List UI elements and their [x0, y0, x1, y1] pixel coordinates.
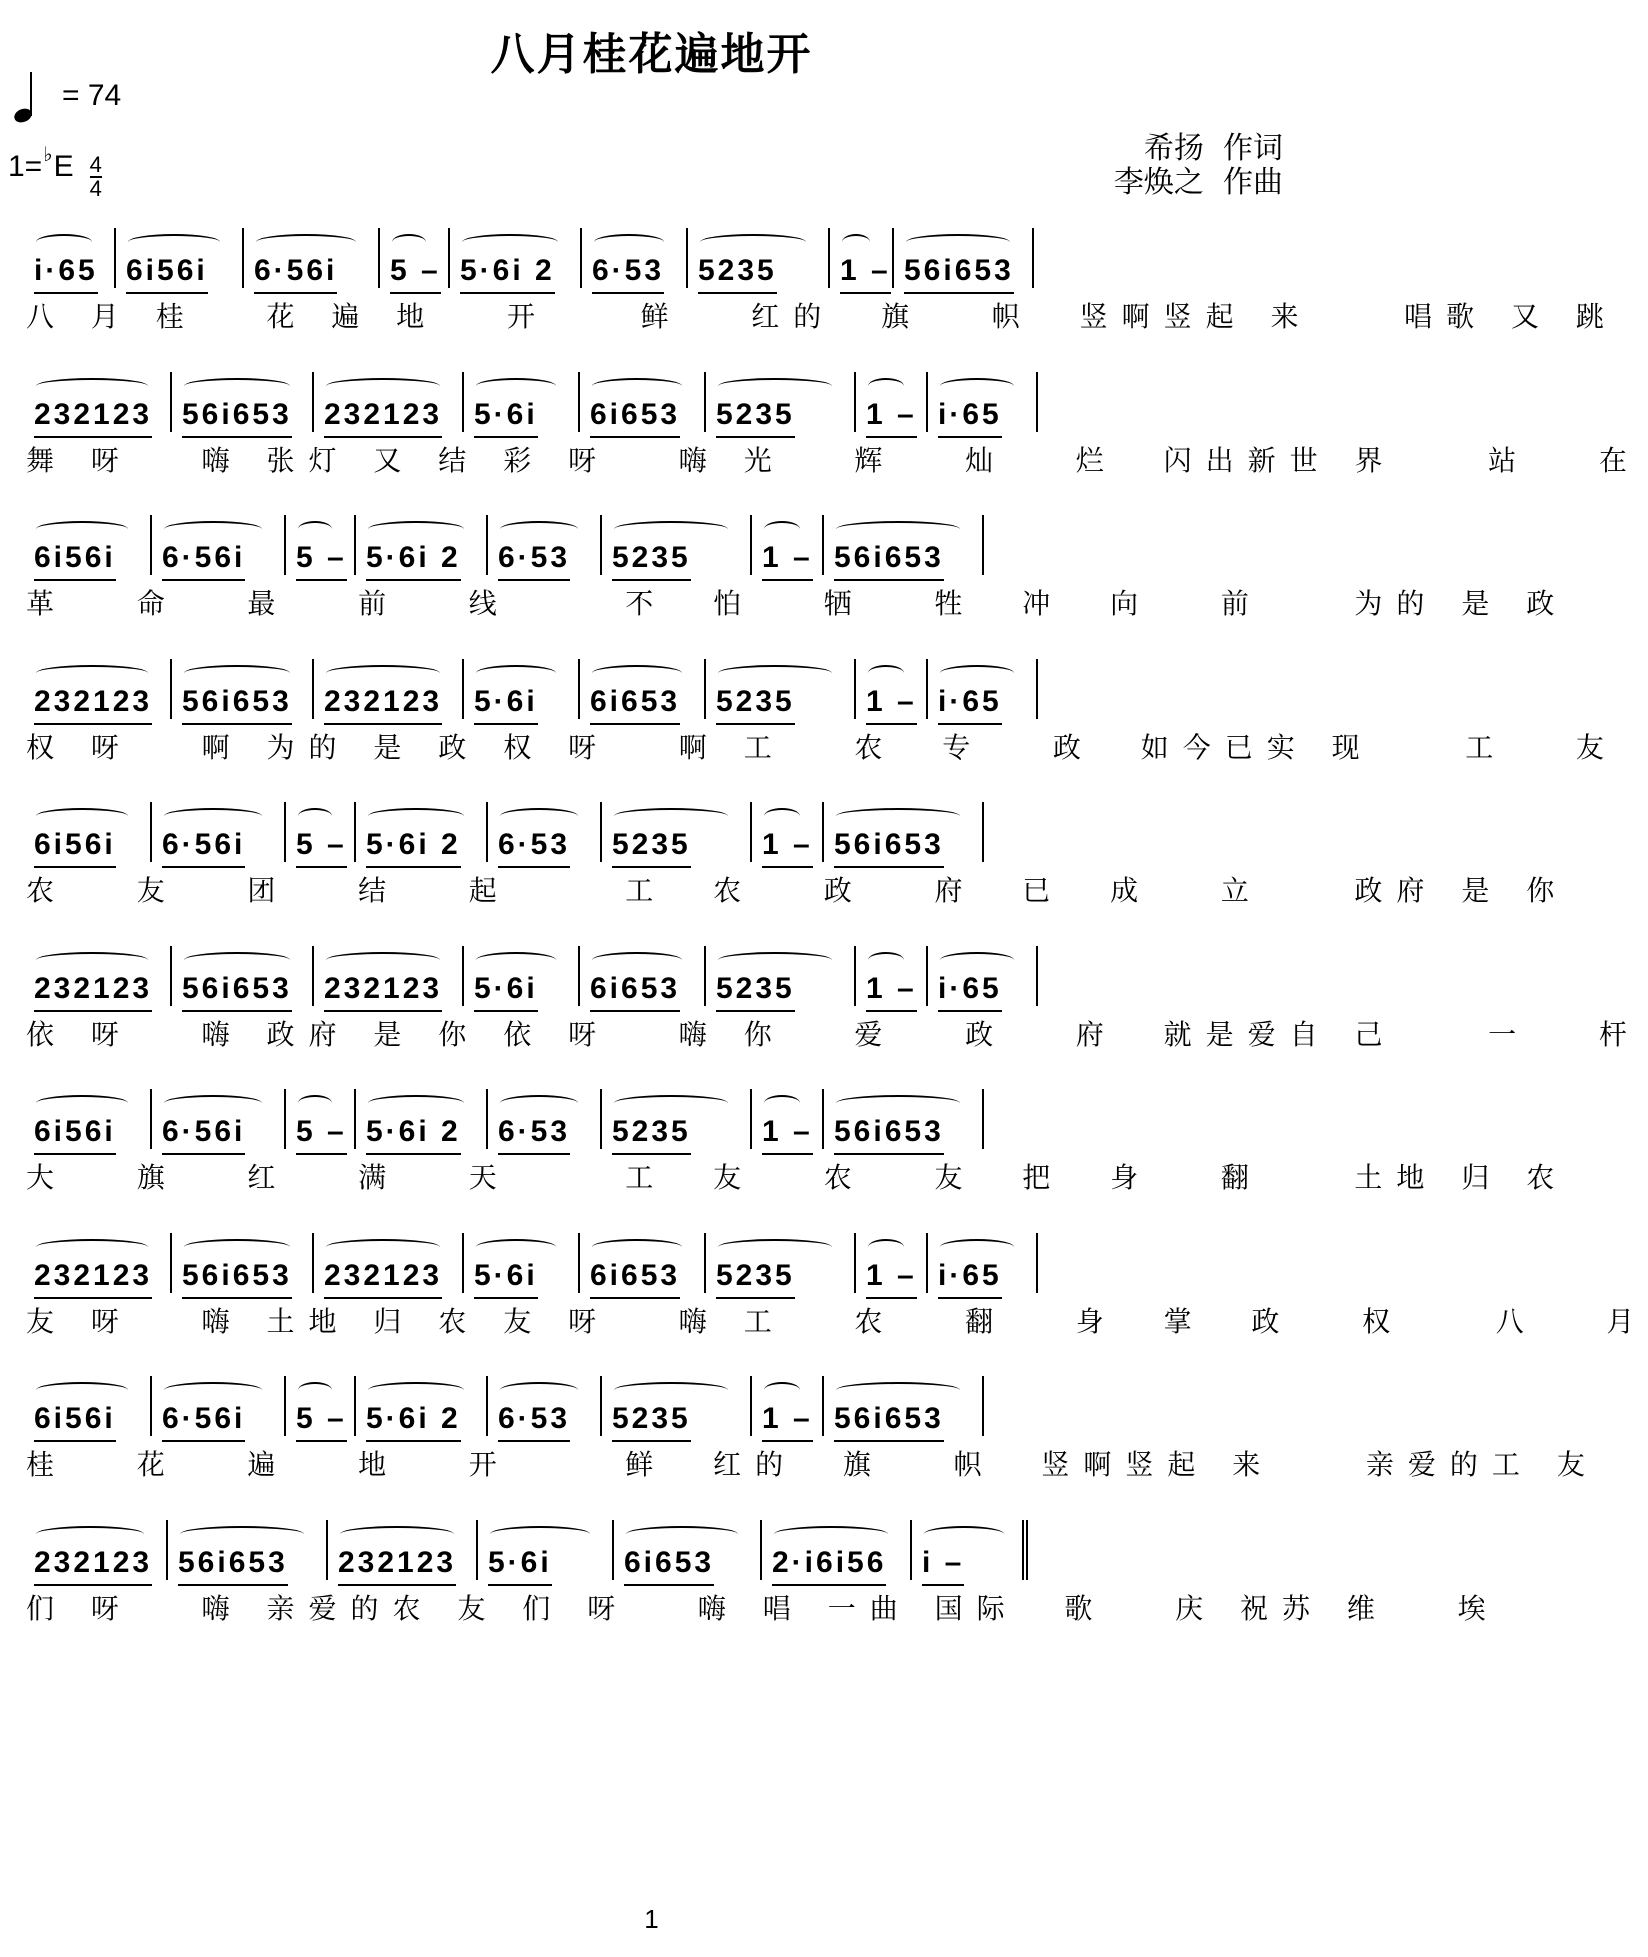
slur-mark	[626, 1526, 738, 1542]
slur-mark	[868, 378, 904, 394]
slur-mark	[298, 521, 332, 537]
composer: 李焕之 作曲	[1113, 165, 1283, 200]
slur-mark	[180, 1526, 304, 1542]
score-system	[24, 1233, 1648, 1377]
measure	[824, 802, 984, 862]
slur-mark	[36, 378, 148, 394]
slur-mark	[184, 665, 290, 681]
slur-mark	[368, 808, 464, 824]
measure	[464, 659, 580, 719]
measure-row	[24, 1376, 1294, 1436]
lyrics-text: 依 呀 嗨 政府 是 你 依 呀 嗨 你 爱 政 府 就是爱自 己 一 杆	[26, 1017, 1641, 1051]
slur-mark	[614, 808, 728, 824]
measure-notes: 6i653	[624, 1545, 715, 1579]
measure	[752, 515, 824, 575]
slur-mark	[164, 521, 262, 537]
slur-mark	[700, 234, 806, 250]
measure-notes: 2·i6i56	[772, 1545, 887, 1579]
slur-mark	[164, 1095, 262, 1111]
measure-notes: 5·6i 2	[366, 828, 461, 861]
lyrics-line	[26, 1149, 1569, 1203]
slur-mark	[326, 952, 440, 968]
lyrics-line	[26, 1580, 1500, 1634]
page-number: 1	[644, 1904, 659, 1934]
lyrics-line	[26, 575, 1569, 629]
measure	[928, 946, 1038, 1006]
measure-row	[24, 1520, 1294, 1580]
slur-mark	[836, 808, 960, 824]
measure	[24, 659, 172, 719]
slur-mark	[500, 521, 578, 537]
measure-notes: 232123	[338, 1545, 457, 1579]
lyrics-text: 农 友 团 结 起 工 农 政 府 已 成 立 政府 是 你	[26, 874, 1569, 907]
measure	[582, 228, 688, 288]
measure	[314, 659, 464, 719]
tempo-marking	[14, 70, 121, 122]
key-prefix: 1=	[8, 150, 43, 183]
measure	[24, 1233, 172, 1293]
measure	[152, 1089, 286, 1149]
measure	[912, 1520, 1028, 1580]
slur-mark	[718, 952, 832, 968]
measure	[488, 802, 602, 862]
measure	[488, 1089, 602, 1149]
measure-notes: 6i653	[590, 397, 681, 431]
slur-mark	[326, 378, 440, 394]
slur-mark	[368, 521, 464, 537]
key-signature	[8, 144, 102, 201]
measure-row	[24, 228, 1294, 288]
slur-mark	[836, 521, 960, 537]
measure	[752, 802, 824, 862]
measure-notes: 232123	[34, 684, 153, 718]
tempo-value: = 74	[62, 79, 122, 112]
measure	[928, 372, 1038, 432]
score-system	[24, 1089, 1569, 1233]
measure-notes: 6·56i	[162, 1402, 246, 1435]
slur-mark	[36, 234, 92, 250]
song-title: 八月桂花遍地开	[490, 29, 813, 80]
lyrics-text: 舞 呀 嗨 张灯 又 结 彩 呀 嗨 光 辉 灿 烂 闪出新世 界 站 在	[26, 443, 1641, 477]
measure-notes: 6i653	[590, 971, 681, 1005]
slur-mark	[836, 1382, 960, 1398]
measure-notes: 56i653	[834, 828, 944, 861]
time-signature-top: 4	[89, 152, 102, 177]
measure	[24, 1376, 152, 1436]
measure-notes: 1 –	[762, 828, 813, 861]
time-signature-bottom: 4	[89, 176, 102, 201]
measure	[478, 1520, 614, 1580]
measure	[752, 1376, 824, 1436]
slur-mark	[592, 952, 682, 968]
measure-notes: 5 –	[390, 254, 441, 287]
slur-mark	[36, 808, 128, 824]
measure-notes: 1 –	[866, 684, 917, 718]
slur-mark	[36, 1095, 128, 1111]
quarter-note-icon	[14, 70, 40, 122]
measure-notes: 6·53	[498, 541, 571, 574]
measure-notes: 56i653	[182, 397, 292, 431]
slur-mark	[164, 1382, 262, 1398]
slur-mark	[906, 234, 1010, 250]
slur-mark	[128, 234, 220, 250]
slur-mark	[868, 665, 904, 681]
lyrics-text: 权 呀 啊 为的 是 政 权 呀 啊 工 农 专 政 如今已实 现 工 友	[26, 730, 1618, 764]
slur-mark	[940, 665, 1014, 681]
slur-mark	[476, 952, 556, 968]
measure	[172, 372, 314, 432]
slur-mark	[592, 665, 682, 681]
lyrics-text: 桂 花 遍 地 开 鲜 红的 旗 帜 竖啊竖起 来 亲爱的工 友	[26, 1448, 1599, 1481]
measure-notes: 5·6i 2	[366, 541, 461, 574]
slur-mark	[614, 521, 728, 537]
slur-mark	[184, 1239, 290, 1255]
slur-mark	[764, 808, 800, 824]
slur-mark	[868, 952, 904, 968]
measure-notes: 5·6i 2	[460, 254, 555, 287]
slur-mark	[326, 1239, 440, 1255]
slur-mark	[298, 808, 332, 824]
slur-mark	[36, 665, 148, 681]
measure	[356, 802, 488, 862]
measure	[580, 1233, 706, 1293]
slur-mark	[298, 1095, 332, 1111]
measure	[168, 1520, 328, 1580]
score-system	[24, 946, 1641, 1090]
measure	[244, 228, 380, 288]
measure	[602, 1089, 752, 1149]
measure-row	[24, 946, 1294, 1006]
measure	[286, 802, 356, 862]
measure	[580, 372, 706, 432]
measure	[706, 946, 856, 1006]
measure-notes: 232123	[34, 971, 153, 1005]
slur-mark	[36, 521, 128, 537]
measure-notes: i·65	[938, 397, 1002, 431]
slur-mark	[368, 1382, 464, 1398]
lyrics-line	[26, 432, 1641, 486]
slur-mark	[592, 1239, 682, 1255]
measure-row	[24, 372, 1294, 432]
slur-mark	[592, 378, 682, 394]
measure-notes: 5235	[612, 541, 691, 574]
slur-mark	[842, 234, 870, 250]
slur-mark	[764, 521, 800, 537]
score-system	[24, 1376, 1599, 1520]
measure-notes: 5235	[716, 684, 795, 718]
measure-notes: 5235	[612, 1402, 691, 1435]
slur-mark	[718, 665, 832, 681]
measure	[580, 659, 706, 719]
measure	[24, 1089, 152, 1149]
score-system	[24, 1520, 1500, 1664]
measure	[830, 228, 894, 288]
measure-notes: 56i653	[182, 684, 292, 718]
measure	[286, 515, 356, 575]
measure	[286, 1089, 356, 1149]
measure-notes: i –	[922, 1545, 965, 1579]
measure-row	[24, 659, 1294, 719]
slur-mark	[614, 1382, 728, 1398]
lyrics-line	[26, 288, 1618, 342]
measure-notes: 232123	[34, 397, 153, 431]
measure	[356, 515, 488, 575]
measure-notes: 5 –	[296, 541, 347, 574]
measure-notes: 5235	[716, 397, 795, 431]
slur-mark	[36, 1526, 144, 1542]
measure-notes: 1 –	[762, 1115, 813, 1148]
measure-notes: 232123	[324, 684, 443, 718]
measure-notes: 1 –	[840, 254, 891, 287]
measure	[894, 228, 1034, 288]
measure-notes: 232123	[34, 1545, 153, 1579]
measure-notes: 56i653	[182, 971, 292, 1005]
measure-notes: 6·56i	[162, 1115, 246, 1148]
measure-notes: 56i653	[834, 1115, 944, 1148]
measure-notes: i·65	[34, 254, 98, 287]
score	[24, 228, 1648, 1663]
slur-mark	[184, 952, 290, 968]
measure-notes: 6i653	[590, 684, 681, 718]
score-system	[24, 372, 1641, 516]
measure-notes: 6i56i	[126, 254, 208, 287]
lyrics-text: 革 命 最 前 线 不 怕 牺 牲 冲 向 前 为的 是 政	[26, 587, 1569, 620]
slur-mark	[500, 1095, 578, 1111]
measure-row	[24, 515, 1294, 575]
measure-notes: 232123	[34, 1258, 153, 1292]
lyrics-line	[26, 719, 1618, 773]
slur-mark	[940, 378, 1014, 394]
slur-mark	[614, 1095, 728, 1111]
measure	[824, 1089, 984, 1149]
slur-mark	[836, 1095, 960, 1111]
slur-mark	[184, 378, 290, 394]
measure	[688, 228, 830, 288]
slur-mark	[940, 952, 1014, 968]
measure	[172, 1233, 314, 1293]
measure-notes: 5 –	[296, 1402, 347, 1435]
measure-notes: 56i653	[834, 1402, 944, 1435]
measure-notes: 1 –	[866, 1258, 917, 1292]
measure	[152, 802, 286, 862]
measure-notes: 6·53	[498, 1402, 571, 1435]
measure	[314, 372, 464, 432]
slur-mark	[36, 952, 148, 968]
measure	[356, 1376, 488, 1436]
measure	[464, 1233, 580, 1293]
measure	[172, 946, 314, 1006]
slur-mark	[256, 234, 356, 250]
measure-notes: 5235	[698, 254, 777, 287]
measure	[856, 372, 928, 432]
measure	[602, 802, 752, 862]
slur-mark	[368, 1095, 464, 1111]
measure-notes: 6·53	[592, 254, 665, 287]
measure	[152, 1376, 286, 1436]
measure	[356, 1089, 488, 1149]
measure	[752, 1089, 824, 1149]
measure-notes: 5·6i	[474, 971, 538, 1005]
slur-mark	[392, 234, 426, 250]
measure	[602, 515, 752, 575]
measure-row	[24, 1233, 1294, 1293]
measure-notes: i·65	[938, 1258, 1002, 1292]
measure	[488, 1376, 602, 1436]
measure-notes: 5235	[716, 1258, 795, 1292]
measure	[464, 372, 580, 432]
measure	[450, 228, 582, 288]
measure	[856, 946, 928, 1006]
flat-sign: ♭	[43, 144, 53, 166]
measure	[856, 1233, 928, 1293]
measure-notes: i·65	[938, 971, 1002, 1005]
measure	[24, 515, 152, 575]
measure-notes: 6i56i	[34, 1115, 116, 1148]
lyrics-text: 们 呀 嗨 亲爱的农 友 们 呀 嗨 唱 一曲 国际 歌 庆 祝苏 维 埃	[26, 1591, 1500, 1625]
measure	[314, 1233, 464, 1293]
slur-mark	[164, 808, 262, 824]
measure	[380, 228, 450, 288]
lyrics-line	[26, 862, 1569, 916]
slur-mark	[476, 378, 556, 394]
measure	[706, 372, 856, 432]
measure-notes: 5235	[716, 971, 795, 1005]
measure-notes: 1 –	[762, 541, 813, 574]
time-signature	[90, 154, 102, 200]
measure	[24, 1520, 168, 1580]
measure	[24, 228, 116, 288]
measure-notes: 6·53	[498, 828, 571, 861]
slur-mark	[476, 665, 556, 681]
measure	[286, 1376, 356, 1436]
lyrics-line	[26, 1436, 1599, 1490]
measure-notes: 5·6i 2	[366, 1115, 461, 1148]
measure-notes: 5·6i 2	[366, 1402, 461, 1435]
measure-notes: 5·6i	[474, 397, 538, 431]
measure	[706, 1233, 856, 1293]
slur-mark	[326, 665, 440, 681]
slur-mark	[594, 234, 664, 250]
slur-mark	[298, 1382, 332, 1398]
measure-notes: 5 –	[296, 828, 347, 861]
score-system	[24, 515, 1569, 659]
measure-notes: 5235	[612, 828, 691, 861]
slur-mark	[476, 1239, 556, 1255]
score-system	[24, 659, 1618, 803]
measure	[824, 1376, 984, 1436]
measure-notes: 5·6i	[474, 1258, 538, 1292]
slur-mark	[868, 1239, 904, 1255]
measure	[488, 515, 602, 575]
slur-mark	[940, 1239, 1014, 1255]
measure-notes: 6i653	[590, 1258, 681, 1292]
slur-mark	[774, 1526, 888, 1542]
measure	[172, 659, 314, 719]
measure	[24, 802, 152, 862]
slur-mark	[36, 1382, 128, 1398]
slur-mark	[718, 378, 832, 394]
measure-notes: 6·56i	[254, 254, 338, 287]
slur-mark	[340, 1526, 454, 1542]
measure	[24, 372, 172, 432]
measure	[762, 1520, 912, 1580]
measure-notes: 6·56i	[162, 828, 246, 861]
measure-notes: 5·6i	[488, 1545, 552, 1579]
lyrics-line	[26, 1293, 1648, 1347]
lyrics-text: 大 旗 红 满 天 工 友 农 友 把 身 翻 土地 归 农	[26, 1161, 1569, 1194]
lyrics-text: 八 月 桂 花 遍 地 开 鲜 红的 旗 帜 竖啊竖起 来 唱歌 又 跳	[26, 300, 1618, 333]
slur-mark	[36, 1239, 148, 1255]
score-system	[24, 228, 1618, 372]
measure-notes: i·65	[938, 684, 1002, 718]
measure	[580, 946, 706, 1006]
slur-mark	[500, 1382, 578, 1398]
measure-notes: 56i653	[904, 254, 1014, 287]
measure-notes: 6·53	[498, 1115, 571, 1148]
credits	[1114, 132, 1283, 200]
slur-mark	[718, 1239, 832, 1255]
measure-notes: 232123	[324, 971, 443, 1005]
measure	[152, 515, 286, 575]
measure-notes: 56i653	[834, 541, 944, 574]
measure-notes: 5 –	[296, 1115, 347, 1148]
slur-mark	[462, 234, 558, 250]
measure	[706, 659, 856, 719]
measure	[314, 946, 464, 1006]
lyrics-line	[26, 1006, 1641, 1060]
measure-notes: 232123	[324, 1258, 443, 1292]
measure-notes: 5·6i	[474, 684, 538, 718]
measure-row	[24, 802, 1294, 862]
slur-mark	[500, 808, 578, 824]
slur-mark	[764, 1382, 800, 1398]
measure-notes: 5235	[612, 1115, 691, 1148]
measure-row	[24, 1089, 1294, 1149]
measure-notes: 232123	[324, 397, 443, 431]
measure	[464, 946, 580, 1006]
lyricist: 希扬 作词	[1143, 131, 1283, 166]
measure	[824, 515, 984, 575]
measure-notes: 6·56i	[162, 541, 246, 574]
measure	[602, 1376, 752, 1436]
slur-mark	[490, 1526, 590, 1542]
measure	[116, 228, 244, 288]
lyrics-text: 友 呀 嗨 土地 归 农 友 呀 嗨 工 农 翻 身 掌 政 权 八 月	[26, 1304, 1648, 1338]
measure-notes: 1 –	[762, 1402, 813, 1435]
measure-notes: 1 –	[866, 397, 917, 431]
measure-notes: 6i56i	[34, 541, 116, 574]
measure-notes: 1 –	[866, 971, 917, 1005]
slur-mark	[924, 1526, 1004, 1542]
score-system	[24, 802, 1569, 946]
measure	[24, 946, 172, 1006]
measure-notes: 6i56i	[34, 828, 116, 861]
slur-mark	[764, 1095, 800, 1111]
measure-notes: 56i653	[182, 1258, 292, 1292]
measure	[928, 659, 1038, 719]
measure	[328, 1520, 478, 1580]
measure-notes: 6i56i	[34, 1402, 116, 1435]
measure	[856, 659, 928, 719]
measure	[928, 1233, 1038, 1293]
measure	[614, 1520, 762, 1580]
measure-notes: 56i653	[178, 1545, 288, 1579]
key-letter: E	[53, 150, 74, 183]
